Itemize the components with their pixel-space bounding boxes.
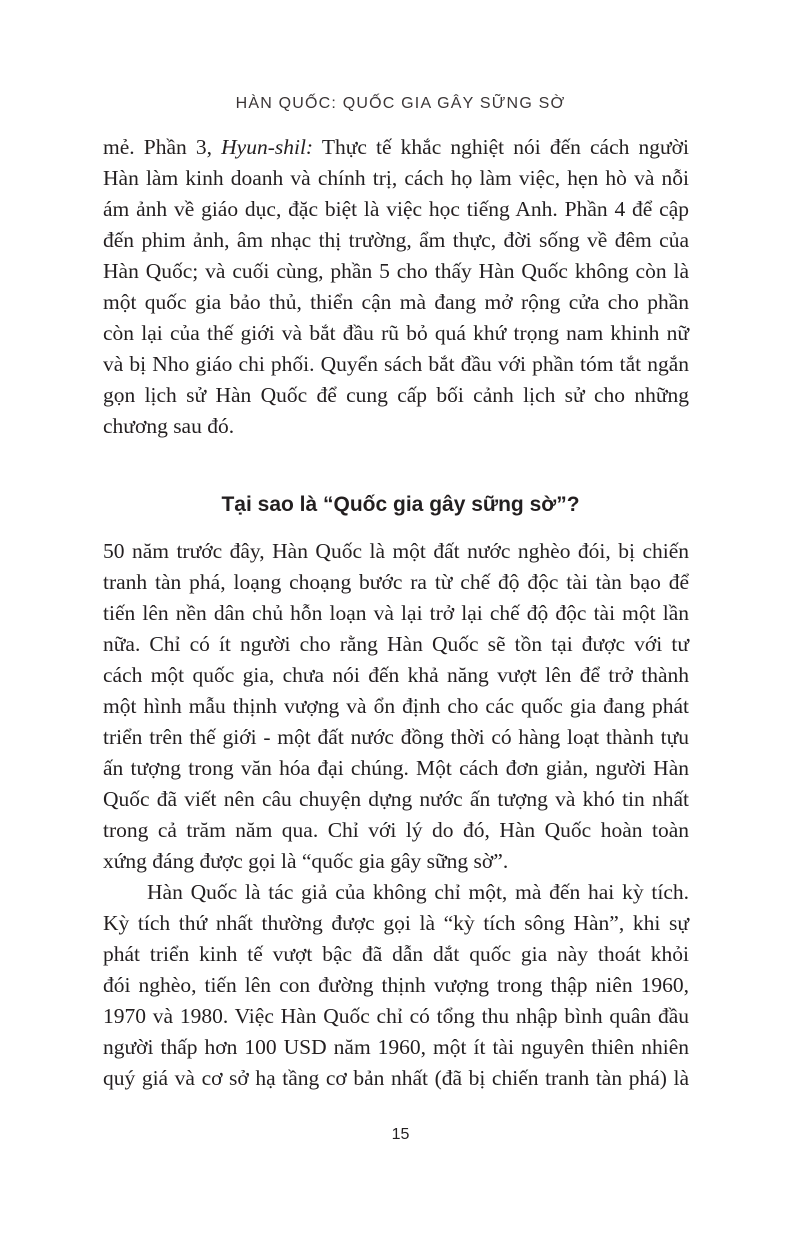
text-line: triển trên thế giới - một đất nước đồng thời có hàng loạt thành tựu [103, 725, 689, 749]
text-line: người thấp hơn 100 USD năm 1960, một ít tài nguyên thiên nhiên [103, 1035, 689, 1059]
text-line: Hàn làm kinh doanh và chính trị, cách họ làm việc, hẹn hò và nỗi [103, 166, 689, 190]
text-line: chương sau đó. [103, 414, 235, 438]
text-line: Quốc đã viết nên câu chuyện dựng nước ấn tượng và khó tin nhất [103, 787, 689, 811]
running-header: HÀN QUỐC: QUỐC GIA GÂY SỮNG SỜ [235, 95, 566, 112]
text-line: Kỳ tích thứ nhất thường được gọi là “kỳ tích sông Hàn”, khi sự [103, 911, 689, 935]
text-line: quý giá và cơ sở hạ tầng cơ bản nhất (đã bị chiến tranh tàn phá) là [103, 1066, 689, 1090]
text-line: một hình mẫu thịnh vượng và ổn định cho các quốc gia đang phát [103, 694, 689, 718]
text-line: Hàn Quốc là tác giả của không chỉ một, mà đến hai kỳ tích. [147, 880, 689, 904]
text-line: còn lại của thế giới và bắt đầu rũ bỏ quá khứ trọng nam khinh nữ [103, 321, 689, 345]
text-line: và bị Nho giáo chi phối. Quyển sách bắt đầu với phần tóm tắt ngắn [103, 352, 689, 376]
italic-term: Hyun-shil: [221, 135, 314, 159]
text-line: đói nghèo, tiến lên con đường thịnh vượng trong thập niên 1960, [103, 973, 689, 997]
text-line: cách một quốc gia, chưa nói đến khả năng vượt lên để trở thành [103, 663, 689, 687]
text-line: ấn tượng trong văn hóa đại chúng. Một cách đơn giản, người Hàn [103, 756, 689, 780]
text-line: ám ảnh về giáo dục, đặc biệt là việc học tiếng Anh. Phần 4 để cập [103, 197, 689, 221]
text-line: Hàn Quốc; và cuối cùng, phần 5 cho thấy Hàn Quốc không còn là [103, 259, 689, 283]
text-line: 1970 và 1980. Việc Hàn Quốc chỉ có tổng thu nhập bình quân đầu [103, 1004, 689, 1028]
text-line: phát triển kinh tế vượt bậc đã dẫn dắt quốc gia này thoát khỏi [103, 942, 689, 966]
text-line: tiến lên nền dân chủ hỗn loạn và lại trở lại chế độ độc tài một lần [103, 601, 689, 625]
text-line: tranh tàn phá, loạng choạng bước ra từ chế độ độc tài tàn bạo để [103, 570, 689, 594]
text-line: gọn lịch sử Hàn Quốc để cung cấp bối cảnh lịch sử cho những [103, 383, 689, 407]
text-line: đến phim ảnh, âm nhạc thị trường, ẩm thực, đời sống về đêm của [103, 228, 689, 252]
section-body [103, 536, 689, 1094]
text-line: mẻ. Phần 3, Hyun-shil: Thực tế khắc nghiệt nói đến cách người [103, 135, 689, 159]
text-line: một quốc gia bảo thủ, thiển cận mà đang mở rộng cửa cho phần [103, 290, 689, 314]
page-number: 15 [391, 1126, 410, 1143]
section-heading: Tại sao là “Quốc gia gây sững sờ”? [221, 493, 580, 516]
text-line: 50 năm trước đây, Hàn Quốc là một đất nước nghèo đói, bị chiến [103, 539, 689, 563]
text-line: xứng đáng được gọi là “quốc gia gây sững sờ”. [103, 849, 509, 873]
text-line: nữa. Chỉ có ít người cho rằng Hàn Quốc sẽ tồn tại được với tư [103, 632, 689, 656]
intro-paragraph [103, 132, 689, 442]
text-line: trong cả trăm năm qua. Chỉ với lý do đó, Hàn Quốc hoàn toàn [103, 818, 689, 842]
